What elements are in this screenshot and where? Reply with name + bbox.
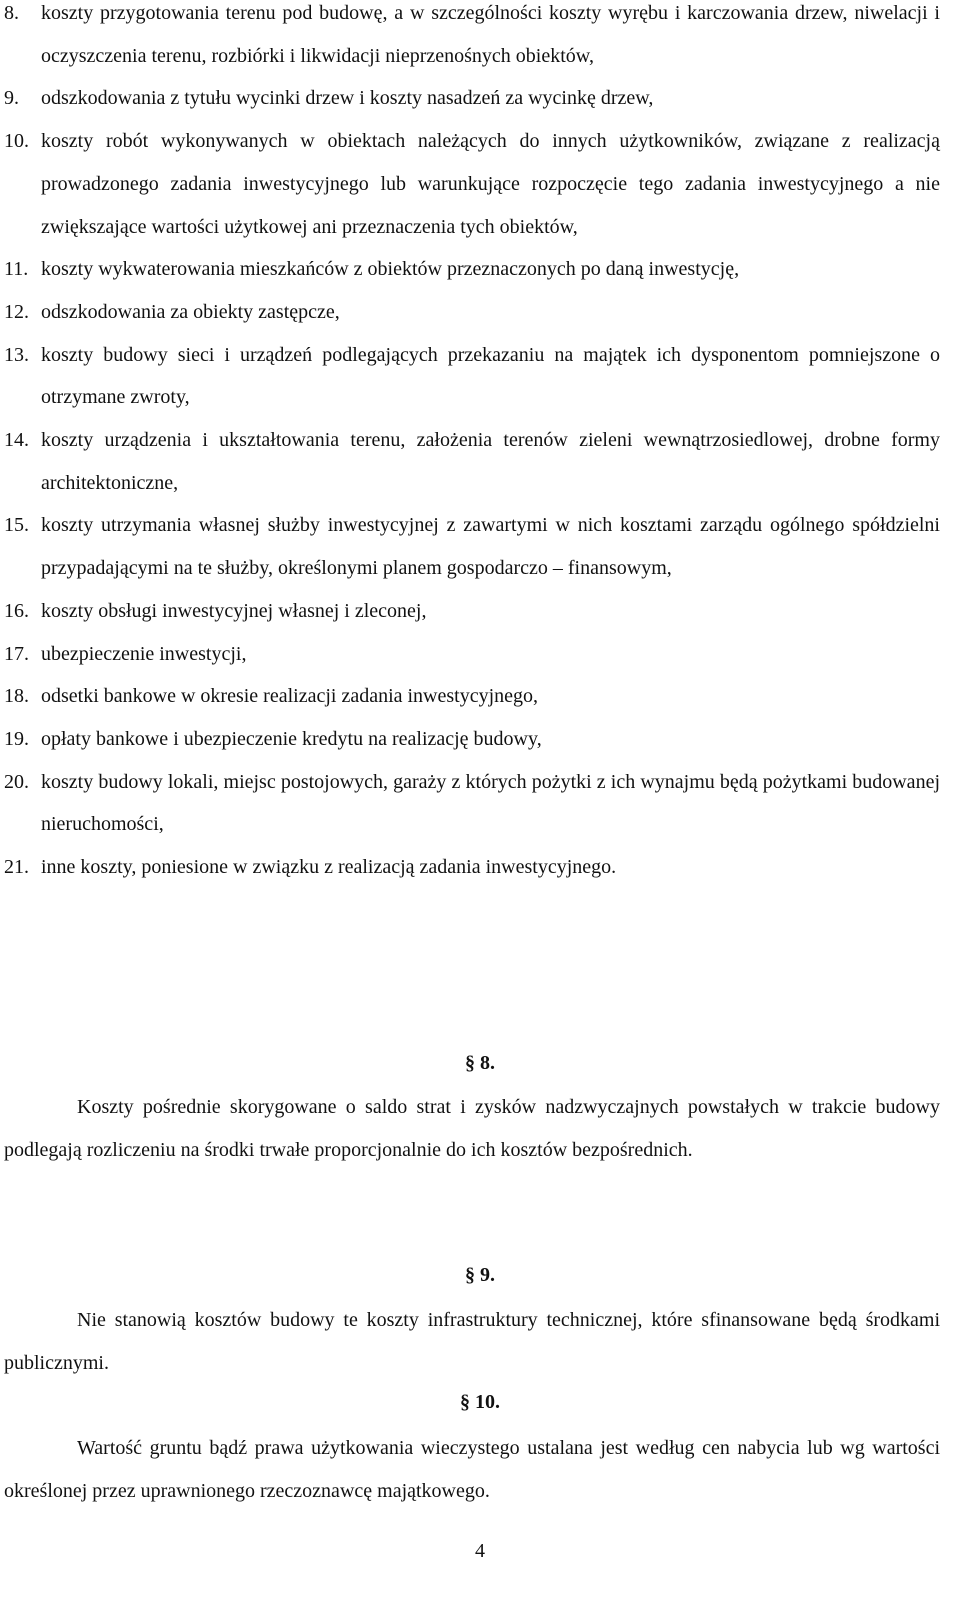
list-item: 10. koszty robót wykonywanych w obiektach należących do innych użytkowników, związane z realizacją prowadzonego zadania inwestycyjnego lub warunkujące rozpoczęcie tego zadania inwestycyjnego a nie zwiększające wartości użytkowej ani przeznaczenia tych obiektów, bbox=[4, 130, 940, 238]
list-item: 18. odsetki bankowe w okresie realizacji zadania inwestycyjnego, bbox=[4, 685, 539, 708]
list-item: 13. koszty budowy sieci i urządzeń podlegających przekazaniu na majątek ich dysponentom pomniejszone o otrzymane zwroty, bbox=[4, 343, 940, 409]
section-symbol: § bbox=[465, 1264, 475, 1286]
list-item: 11. koszty wykwaterowania mieszkańców z obiektów przeznaczonych po daną inwestycję, bbox=[4, 258, 740, 281]
list-item: 14. koszty urządzenia i ukształtowania terenu, założenia terenów zieleni wewnątrzosiedlowej, drobne formy architektoniczne, bbox=[4, 429, 940, 494]
section-heading-9 bbox=[0, 1264, 960, 1287]
section-heading-10 bbox=[0, 1391, 960, 1414]
section-number: 9. bbox=[480, 1264, 495, 1286]
list-item: 21. inne koszty, poniesione w związku z realizacją zadania inwestycyjnego. bbox=[4, 856, 617, 879]
section-symbol: § bbox=[460, 1391, 470, 1413]
list-item: 9. odszkodowania z tytułu wycinki drzew i koszty nasadzeń za wycinkę drzew, bbox=[4, 87, 654, 110]
list-item: 19. opłaty bankowe i ubezpieczenie kredytu na realizację budowy, bbox=[4, 727, 542, 750]
section-number: 10. bbox=[475, 1391, 500, 1413]
list-item: 17. ubezpieczenie inwestycji, bbox=[4, 642, 247, 665]
section-number: 8. bbox=[480, 1052, 495, 1074]
list-item: 12. odszkodowania za obiekty zastępcze, bbox=[4, 300, 340, 323]
section-heading-8 bbox=[0, 1052, 960, 1075]
list-item: 8. koszty przygotowania terenu pod budowę, a w szczególności koszty wyrębu i karczowania drzew, niwelacji i oczyszczenia terenu, rozbiórki i likwidacji nieprzenośnych obiektów, bbox=[4, 2, 940, 67]
list-item: 15. koszty utrzymania własnej służby inwestycyjnej z zawartymi w nich kosztami zarządu ogólnego spółdzielni przypadającymi na te służby, określonymi planem gospodarczo – finansowym, bbox=[4, 514, 940, 580]
list-item: 16. koszty obsługi inwestycyjnej własnej i zleconej, bbox=[4, 599, 427, 622]
section-symbol: § bbox=[465, 1052, 475, 1074]
list-item: 20. koszty budowy lokali, miejsc postojowych, garaży z których pożytki z ich wynajmu będą pożytkami budowanej nieruchomości, bbox=[4, 770, 940, 836]
section-paragraph-8: Koszty pośrednie skorygowane o saldo strat i zysków nadzwyczajnych powstałych w trakcie budowy podlegają rozliczeniu na środki trwałe proporcjonalnie do ich kosztów bezpośrednich. bbox=[4, 1096, 940, 1161]
section-paragraph-10: Wartość gruntu bądź prawa użytkowania wieczystego ustalana jest według cen nabycia lub wg wartości określonej przez uprawnionego rzeczoznawcę majątkowego. bbox=[4, 1437, 940, 1502]
section-paragraph-9: Nie stanowią kosztów budowy te koszty infrastruktury technicznej, które sfinansowane będą środkami publicznymi. bbox=[4, 1309, 940, 1374]
page-number: 4 bbox=[475, 1540, 485, 1562]
